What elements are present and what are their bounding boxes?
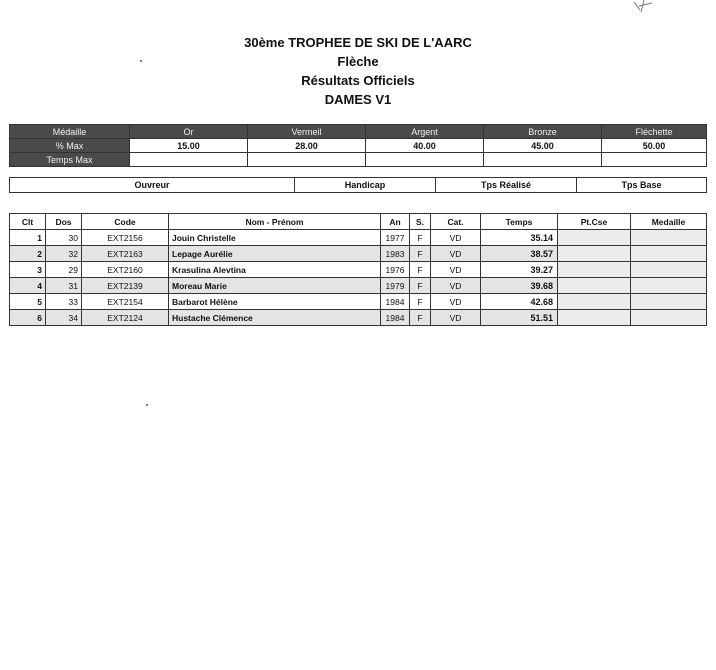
col-header-sexe: S. xyxy=(410,214,431,230)
table-row xyxy=(10,294,707,310)
discipline-title: Flèche xyxy=(337,54,379,69)
cell-pt-cse xyxy=(558,230,631,246)
cell-cat: VD xyxy=(431,310,481,326)
cell-code: EXT2124 xyxy=(82,310,169,326)
cell-an: 1983 xyxy=(381,246,410,262)
table-row xyxy=(10,230,707,246)
tmax-vermeil xyxy=(248,153,366,167)
category-title: DAMES V1 xyxy=(324,92,392,107)
tps-base-label: Tps Base xyxy=(577,178,707,193)
medal-thresholds-table xyxy=(9,124,707,167)
cell-nom: Lepage Aurélie xyxy=(169,246,381,262)
cell-dos: 29 xyxy=(46,262,82,278)
event-title: 30ème TROPHEE DE SKI DE L'AARC xyxy=(244,35,472,50)
cell-medaille xyxy=(631,230,707,246)
pct-or: 15.00 xyxy=(130,139,248,153)
cell-clt: 6 xyxy=(10,310,46,326)
cell-an: 1976 xyxy=(381,262,410,278)
cell-nom: Jouin Christelle xyxy=(169,230,381,246)
cell-medaille xyxy=(631,278,707,294)
cell-sexe: F xyxy=(410,246,431,262)
row-label-pct-max: % Max xyxy=(10,139,130,153)
base-time-table xyxy=(9,177,707,193)
scan-speck xyxy=(146,404,148,406)
tmax-flechette xyxy=(602,153,707,167)
col-header-temps: Temps xyxy=(481,214,558,230)
cell-medaille xyxy=(631,246,707,262)
cell-pt-cse xyxy=(558,294,631,310)
cell-sexe: F xyxy=(410,294,431,310)
pct-bronze: 45.00 xyxy=(484,139,602,153)
pct-flechette: 50.00 xyxy=(602,139,707,153)
table-row xyxy=(10,278,707,294)
results-header-row xyxy=(10,214,707,230)
cell-medaille xyxy=(631,262,707,278)
table-row xyxy=(10,310,707,326)
table-row xyxy=(10,246,707,262)
cell-dos: 32 xyxy=(46,246,82,262)
medal-bronze-header: Bronze xyxy=(484,125,602,139)
cell-temps: 39.68 xyxy=(481,278,558,294)
col-header-dos: Dos xyxy=(46,214,82,230)
cell-cat: VD xyxy=(431,246,481,262)
table-row xyxy=(10,262,707,278)
ouvreur-label: Ouvreur xyxy=(10,178,295,193)
cell-medaille xyxy=(631,310,707,326)
cell-cat: VD xyxy=(431,278,481,294)
base-time-row xyxy=(10,178,707,193)
results-table xyxy=(9,213,707,326)
cell-an: 1979 xyxy=(381,278,410,294)
medal-header-row xyxy=(10,125,707,139)
cell-code: EXT2154 xyxy=(82,294,169,310)
cell-dos: 33 xyxy=(46,294,82,310)
tmax-or xyxy=(130,153,248,167)
cell-nom: Hustache Clémence xyxy=(169,310,381,326)
cell-nom: Barbarot Hélène xyxy=(169,294,381,310)
cell-sexe: F xyxy=(410,310,431,326)
cell-cat: VD xyxy=(431,230,481,246)
cell-nom: Krasulina Alevtina xyxy=(169,262,381,278)
col-header-medaille: Medaille xyxy=(631,214,707,230)
temps-max-row xyxy=(10,153,707,167)
cell-dos: 31 xyxy=(46,278,82,294)
cell-cat: VD xyxy=(431,262,481,278)
cell-clt: 5 xyxy=(10,294,46,310)
col-header-cat: Cat. xyxy=(431,214,481,230)
medal-argent-header: Argent xyxy=(366,125,484,139)
cell-temps: 38.57 xyxy=(481,246,558,262)
col-header-an: An xyxy=(381,214,410,230)
tps-realise-label: Tps Réalisé xyxy=(436,178,577,193)
cell-dos: 30 xyxy=(46,230,82,246)
cell-temps: 35.14 xyxy=(481,230,558,246)
cell-clt: 2 xyxy=(10,246,46,262)
cell-an: 1977 xyxy=(381,230,410,246)
col-header-pt-cse: Pt.Cse xyxy=(558,214,631,230)
cell-pt-cse xyxy=(558,278,631,294)
medal-flechette-header: Fléchette xyxy=(602,125,707,139)
cell-nom: Moreau Marie xyxy=(169,278,381,294)
cell-temps: 51.51 xyxy=(481,310,558,326)
cell-temps: 39.27 xyxy=(481,262,558,278)
cell-code: EXT2156 xyxy=(82,230,169,246)
medal-or-header: Or xyxy=(130,125,248,139)
cell-cat: VD xyxy=(431,294,481,310)
handicap-label: Handicap xyxy=(295,178,436,193)
pct-max-row xyxy=(10,139,707,153)
pct-argent: 40.00 xyxy=(366,139,484,153)
row-label-temps-max: Temps Max xyxy=(10,153,130,167)
cell-dos: 34 xyxy=(46,310,82,326)
cell-pt-cse xyxy=(558,310,631,326)
row-label-medaille: Médaille xyxy=(10,125,130,139)
col-header-clt: Clt xyxy=(10,214,46,230)
cell-sexe: F xyxy=(410,262,431,278)
cell-medaille xyxy=(631,294,707,310)
cell-an: 1984 xyxy=(381,294,410,310)
cell-clt: 3 xyxy=(10,262,46,278)
medal-vermeil-header: Vermeil xyxy=(248,125,366,139)
scan-speck xyxy=(140,60,142,62)
pct-vermeil: 28.00 xyxy=(248,139,366,153)
cell-code: EXT2139 xyxy=(82,278,169,294)
cell-pt-cse xyxy=(558,262,631,278)
col-header-code: Code xyxy=(82,214,169,230)
cell-clt: 1 xyxy=(10,230,46,246)
cell-clt: 4 xyxy=(10,278,46,294)
cell-an: 1984 xyxy=(381,310,410,326)
cell-pt-cse xyxy=(558,246,631,262)
cell-sexe: F xyxy=(410,230,431,246)
cell-code: EXT2163 xyxy=(82,246,169,262)
tmax-bronze xyxy=(484,153,602,167)
cell-sexe: F xyxy=(410,278,431,294)
col-header-nom-prenom: Nom - Prénom xyxy=(169,214,381,230)
results-type-title: Résultats Officiels xyxy=(301,73,415,88)
pen-mark-icon xyxy=(632,0,654,14)
cell-code: EXT2160 xyxy=(82,262,169,278)
document-title xyxy=(0,33,716,109)
cell-temps: 42.68 xyxy=(481,294,558,310)
tmax-argent xyxy=(366,153,484,167)
